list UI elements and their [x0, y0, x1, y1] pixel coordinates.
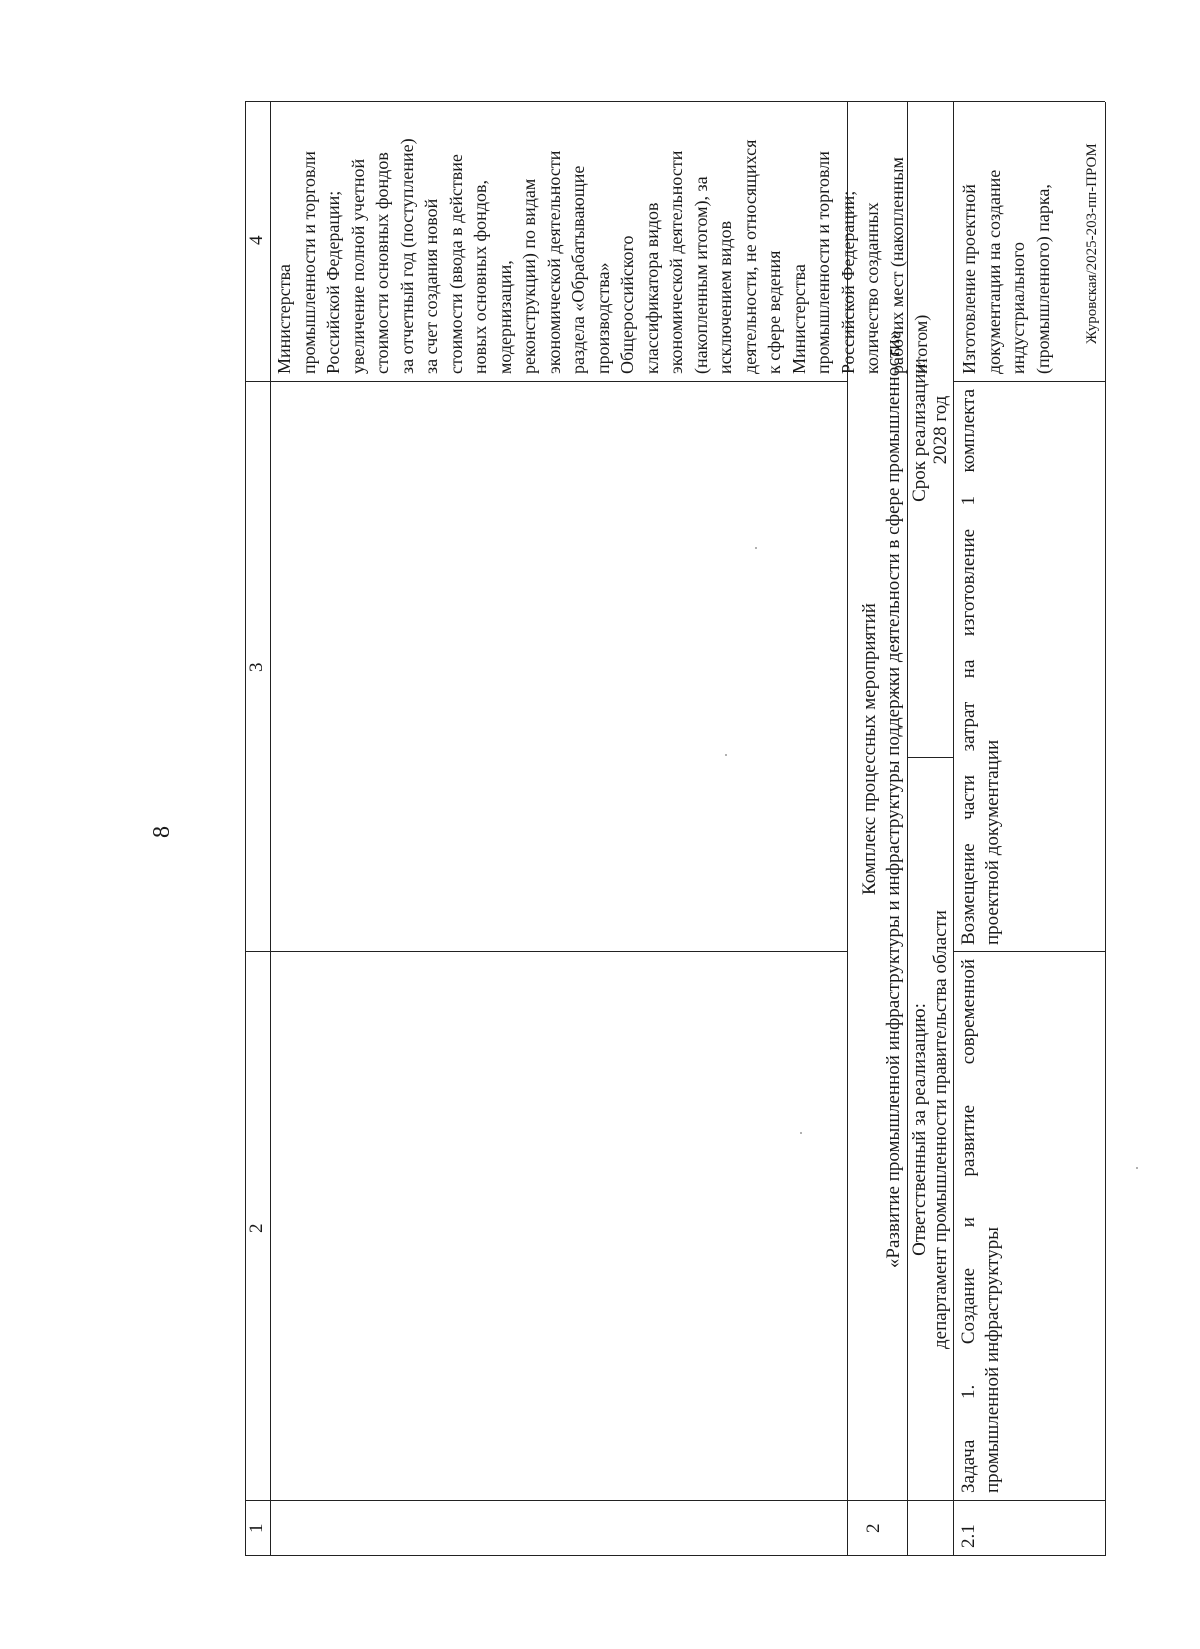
column-divider-3b: [953, 381, 1105, 382]
scan-speck: [755, 547, 757, 549]
indicator-line: промышленности и торговли: [813, 151, 833, 374]
indicator-line: Общероссийского: [617, 235, 637, 374]
section-number: 2: [863, 1523, 884, 1533]
task-title-line-2: промышленной инфраструктуры: [982, 1227, 1003, 1493]
task-title-line-1: Задача 1. Создание и развитие современной: [958, 959, 979, 1493]
table-border-right: [245, 101, 1105, 102]
indicator-line: за счет создания новой: [421, 198, 441, 374]
indicator-line: к сфере ведения: [764, 250, 784, 374]
header-col-2: 2: [246, 1223, 267, 1233]
table-border-bottom: [1105, 102, 1106, 1556]
indicator-line: реконструкции) по видам: [519, 178, 539, 374]
task-indicator-line: Изготовление проектной: [959, 184, 979, 374]
indicator-line: модернизации,: [494, 260, 515, 374]
indicator-line: производства»: [592, 262, 613, 374]
indicator-line: количество созданных: [862, 202, 882, 374]
document-footer: Журовская/2025-203-пп-ПРОМ: [1084, 143, 1100, 344]
scan-speck: [800, 1132, 802, 1134]
indicator-line: раздела «Обрабатывающие: [568, 165, 588, 374]
responsible-value: департамент промышленности правительства области: [930, 910, 951, 1349]
header-col-4: 4: [246, 235, 267, 245]
indicator-line: рабочих мест (накопленным: [886, 157, 907, 374]
indicator-line: экономической деятельности: [543, 150, 564, 374]
scan-speck: [725, 754, 727, 756]
column-divider-2: [245, 951, 847, 952]
result-line-2: проектной документации: [982, 739, 1003, 945]
task-indicator-line: индустриального: [1008, 241, 1028, 374]
deadline-value: 2028 год: [930, 395, 951, 465]
indicator-line: экономической деятельности: [666, 150, 686, 374]
header-col-3: 3: [246, 662, 267, 672]
indicator-line: за отчетный год (поступление): [396, 138, 417, 374]
indicator-line: исключением видов: [715, 220, 735, 374]
section-title: Комплекс процессных мероприятий: [859, 603, 880, 895]
indicator-cell: [272, 138, 934, 374]
row-divider-responsible: [953, 102, 954, 1556]
indicator-line: увеличение полной учетной: [347, 158, 368, 374]
page-number: 8: [149, 826, 175, 838]
indicator-line: деятельности, не относящихся: [739, 139, 760, 374]
deadline-label: Срок реализации:: [909, 358, 930, 502]
result-line-1: Возмещение части затрат на изготовление 1 комплекта: [958, 389, 979, 945]
responsible-label: Ответственный за реализацию:: [909, 1003, 930, 1256]
indicator-line: новых основных фондов,: [470, 180, 490, 374]
section-subtitle: «Развитие промышленной инфраструктуры и инфраструктуры поддержки деятельности в сфере промышленности»: [883, 329, 904, 1269]
indicator-line: классификатора видов: [641, 202, 662, 374]
indicator-line: стоимости (ввода в действие: [445, 154, 466, 374]
indicator-line: Министерства: [274, 264, 294, 374]
task-indicator-line: документации на создание: [983, 169, 1004, 374]
task-number: 2.1: [958, 1524, 979, 1548]
indicator-line: Российской Федерации;: [323, 190, 343, 374]
indicator-line: Российской Федерации;: [837, 190, 858, 374]
task-indicator-line: (промышленного) парка,: [1032, 184, 1053, 374]
column-divider-2b: [953, 951, 1105, 952]
task-indicator-cell: [957, 170, 1055, 374]
header-col-1: 1: [246, 1523, 267, 1533]
indicator-line: стоимости основных фондов: [372, 152, 392, 374]
row-divider-header: [270, 102, 271, 1556]
table-border-top: [245, 102, 246, 1556]
table-border-left: [245, 1555, 1105, 1556]
column-divider-1: [245, 1500, 1105, 1501]
scan-speck: [1136, 1167, 1138, 1169]
indicator-line: Министерства: [788, 264, 809, 374]
indicator-line: (накопленным итогом), за: [690, 176, 711, 374]
column-divider-3: [245, 381, 847, 382]
indicator-line: итогом): [911, 314, 931, 374]
indicator-line: промышленности и торговли: [298, 151, 319, 374]
